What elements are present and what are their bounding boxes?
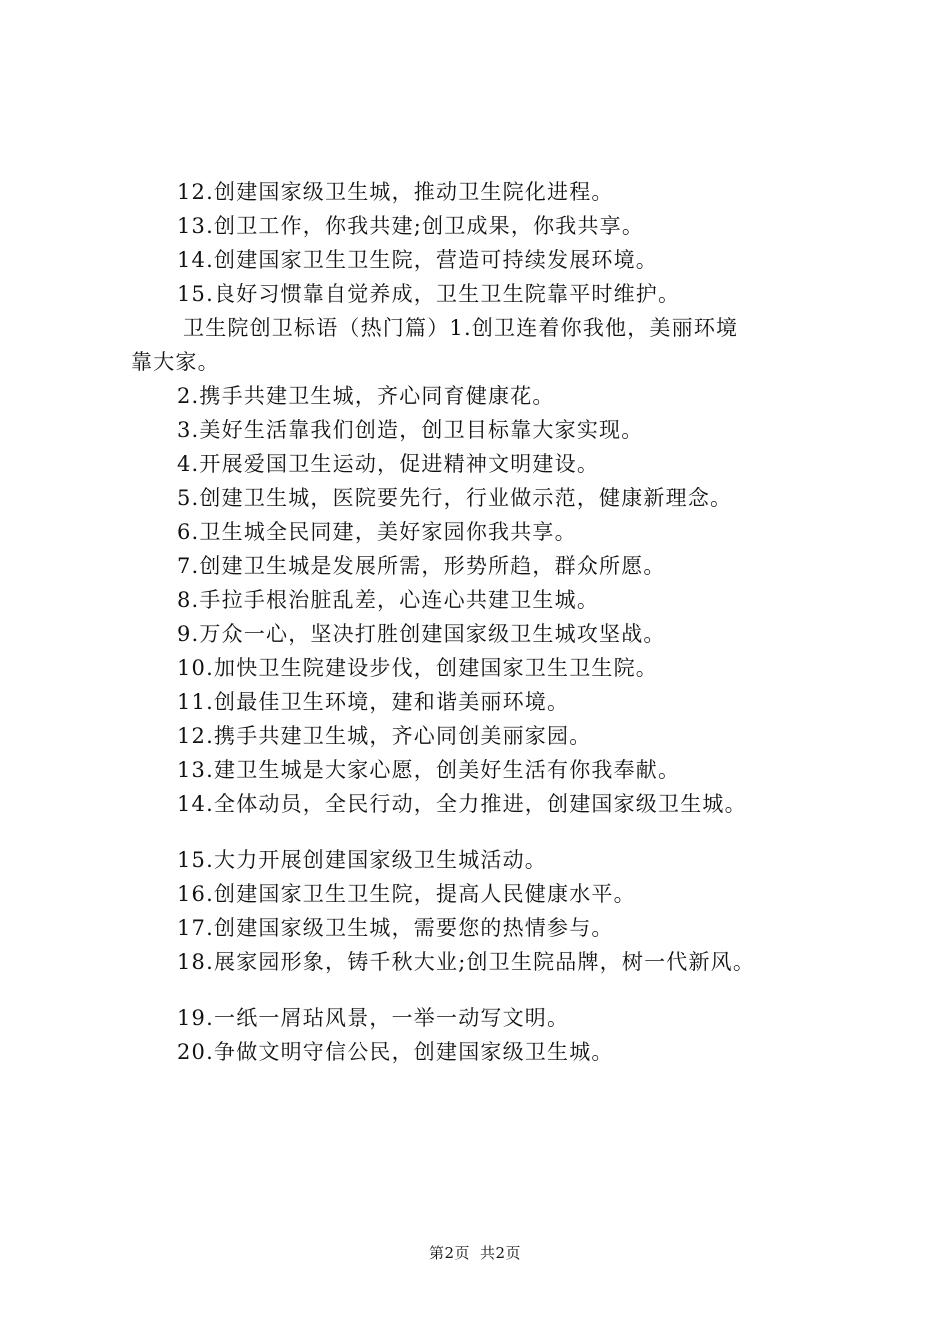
slogan-line: 18.展家园形象，铸千秋大业;创卫生院品牌，树一代新风。 [177, 950, 756, 974]
paragraph-gap [131, 979, 851, 1001]
document-body [131, 175, 851, 1069]
paragraph-gap [131, 821, 851, 843]
slogan-line: 20.争做文明守信公民，创建国家级卫生城。 [177, 1040, 614, 1064]
slogan-line: 12.携手共建卫生城，齐心同创美丽家园。 [177, 724, 592, 748]
slogan-line: 12.创建国家级卫生城，推动卫生院化进程。 [177, 180, 614, 204]
page-footer [0, 1243, 950, 1263]
slogan-line: 13.创卫工作，你我共建;创卫成果，你我共享。 [177, 214, 645, 238]
slogan-line: 19.一纸一屑玷风景，一举一动写文明。 [177, 1006, 570, 1030]
slogan-line: 9.万众一心，坚决打胜创建国家级卫生城攻坚战。 [177, 622, 666, 646]
page-number: 第2页 [428, 1244, 470, 1262]
slogan-line: 4.开展爱国卫生运动，促进精神文明建设。 [177, 452, 600, 476]
section-heading: 卫生院创卫标语（热门篇）1.创卫连着你我他，美丽环境 [183, 316, 739, 340]
slogan-line: 10.加快卫生院建设步伐，创建国家卫生卫生院。 [177, 656, 658, 680]
slogan-line: 8.手拉手根治脏乱差，心连心共建卫生城。 [177, 588, 600, 612]
slogan-line: 15.大力开展创建国家级卫生城活动。 [177, 848, 547, 872]
page-total: 共2页 [480, 1244, 522, 1262]
slogan-line: 15.良好习惯靠自觉养成，卫生卫生院靠平时维护。 [177, 282, 681, 306]
slogan-line: 14.创建国家卫生卫生院，营造可持续发展环境。 [177, 248, 658, 272]
slogan-line: 14.全体动员，全民行动，全力推进，创建国家级卫生城。 [177, 792, 747, 816]
slogan-line: 6.卫生城全民同建，美好家园你我共享。 [177, 520, 577, 544]
slogan-line: 13.建卫生城是大家心愿，创美好生活有你我奉献。 [177, 758, 681, 782]
slogan-line: 17.创建国家级卫生城，需要您的热情参与。 [177, 916, 614, 940]
slogan-line: 7.创建卫生城是发展所需，形势所趋，群众所愿。 [177, 554, 666, 578]
slogan-line: 2.携手共建卫生城，齐心同育健康花。 [177, 384, 555, 408]
slogan-line: 5.创建卫生城，医院要先行，行业做示范，健康新理念。 [177, 486, 733, 510]
slogan-line: 3.美好生活靠我们创造，创卫目标靠大家实现。 [177, 418, 644, 442]
section-heading-wrap: 靠大家。 [131, 350, 220, 374]
slogan-line: 11.创最佳卫生环境，建和谐美丽环境。 [177, 690, 570, 714]
slogan-line: 16.创建国家卫生卫生院，提高人民健康水平。 [177, 882, 636, 906]
